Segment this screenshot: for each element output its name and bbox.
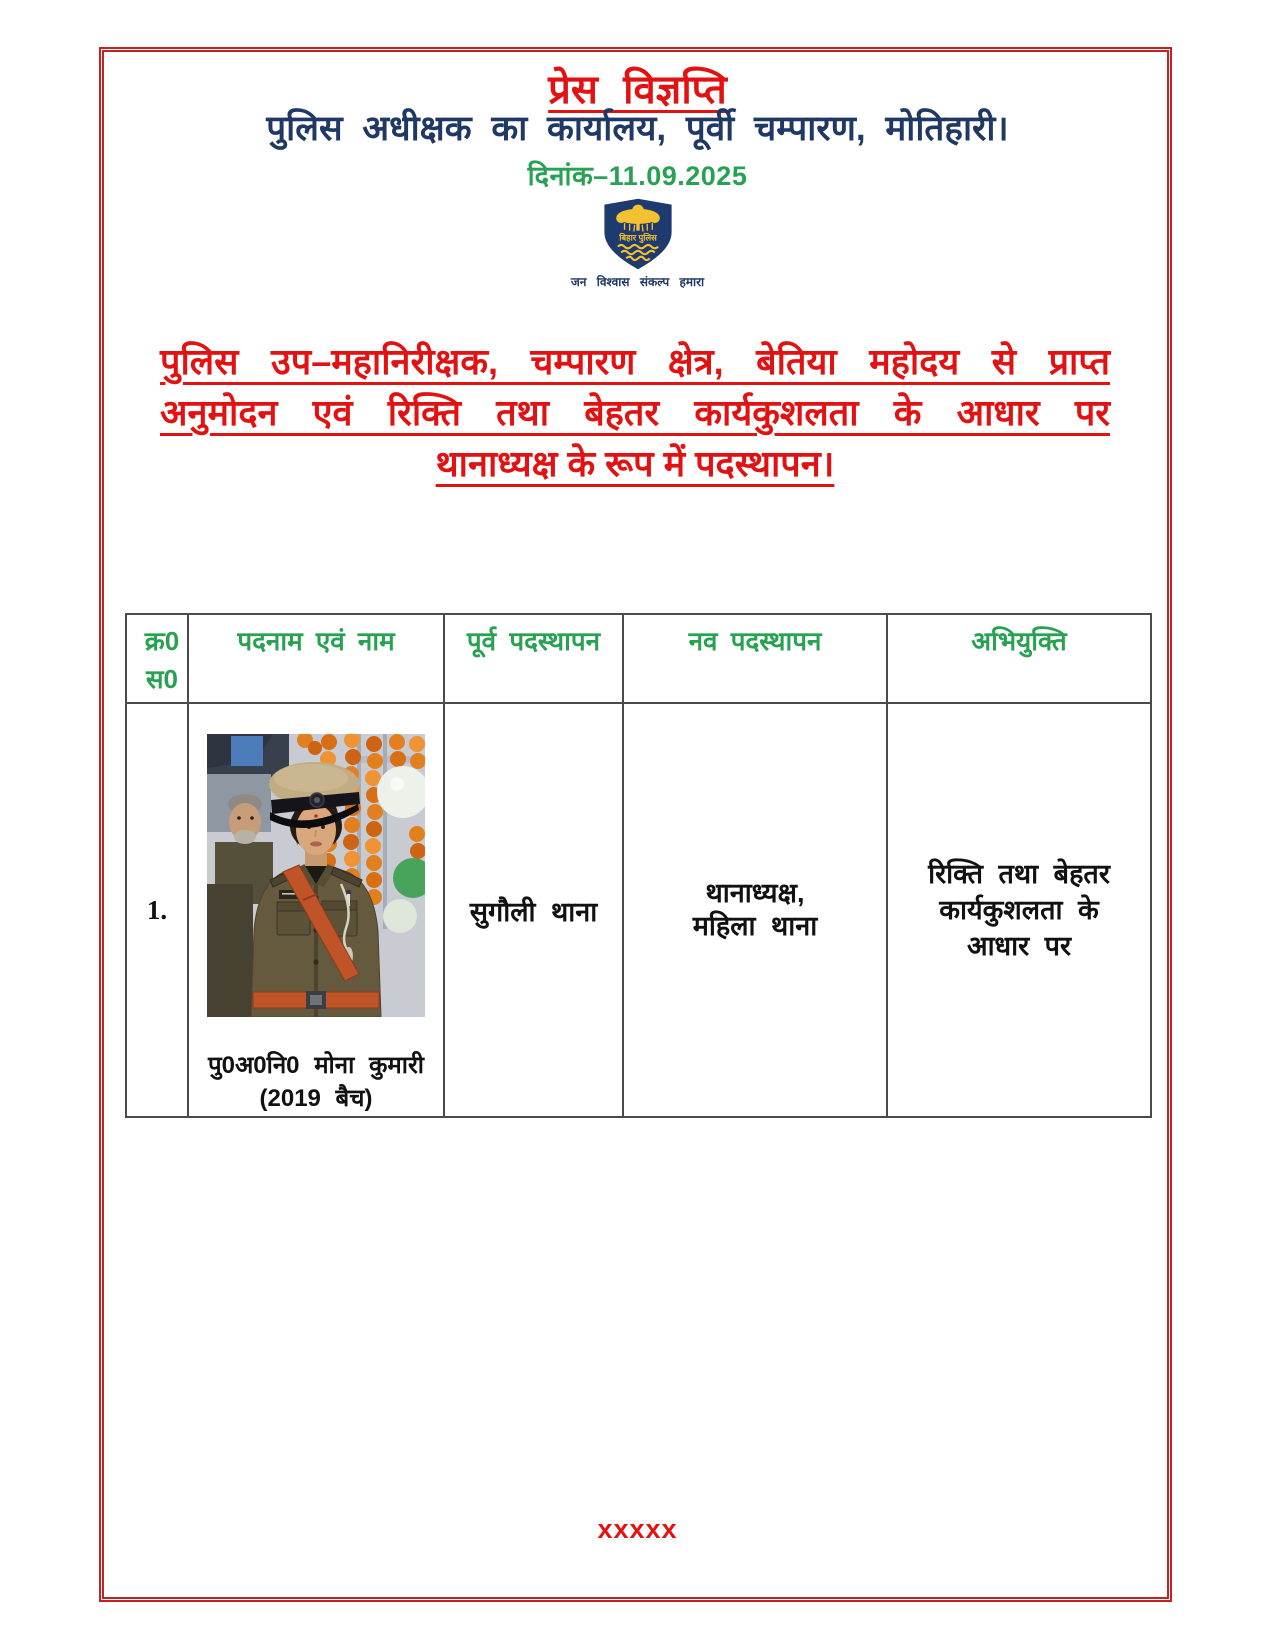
new-posting-line: महिला थाना bbox=[692, 911, 818, 941]
heading-line-1: पुलिस उप–महानिरीक्षक, चम्पारण क्षेत्र, बेतिया महोदय से प्राप्त bbox=[160, 341, 1110, 382]
header-serial: क्र0 स0 bbox=[126, 614, 188, 703]
footer-mark: xxxxx bbox=[597, 1514, 678, 1544]
postings-table bbox=[125, 613, 1152, 1118]
cell-new-posting bbox=[623, 703, 887, 1117]
table-header-row bbox=[126, 614, 1151, 703]
heading-line-3: थानाध्यक्ष के रूप में पदस्थापन। bbox=[435, 443, 835, 484]
heading-line-2: अनुमोदन एवं रिक्ति तथा बेहतर कार्यकुशलता के आधार पर bbox=[160, 392, 1110, 433]
officer-photo bbox=[207, 734, 425, 1017]
header-new-posting: नव पदस्थापन bbox=[623, 614, 887, 703]
cell-designation-name bbox=[188, 703, 444, 1117]
officer-name bbox=[189, 1049, 443, 1115]
office-line: पुलिस अधीक्षक का कार्यालय, पूर्वी चम्पारण, मोतिहारी। bbox=[266, 109, 1009, 148]
bihar-police-logo bbox=[0, 197, 1275, 290]
cell-remark bbox=[887, 703, 1151, 1117]
header-remark: अभियुक्ति bbox=[887, 614, 1151, 703]
document-title: प्रेस विज्ञप्ति bbox=[548, 68, 727, 112]
table-row bbox=[126, 703, 1151, 1117]
police-shield-icon bbox=[596, 197, 680, 271]
remark-line: रिक्ति तथा बेहतर bbox=[928, 859, 1110, 889]
new-posting-line: थानाध्यक्ष, bbox=[705, 878, 805, 908]
svg-text:बिहार पुलिस: बिहार पुलिस bbox=[618, 232, 657, 243]
approval-heading bbox=[160, 336, 1110, 489]
remark-line: आधार पर bbox=[966, 931, 1072, 961]
cell-serial: 1. bbox=[126, 703, 188, 1117]
header-designation-name: पदनाम एवं नाम bbox=[188, 614, 444, 703]
officer-batch-line: (2019 बैच) bbox=[259, 1084, 373, 1112]
logo-motto: जन विश्वास संकल्प हमारा bbox=[570, 275, 705, 289]
officer-name-line: पु0अ0नि0 मोना कुमारी bbox=[207, 1051, 425, 1079]
remark-line: कार्यकुशलता के bbox=[939, 895, 1099, 925]
cell-previous-posting: सुगौली थाना bbox=[444, 703, 623, 1117]
header-previous-posting: पूर्व पदस्थापन bbox=[444, 614, 623, 703]
date-line: दिनांक–11.09.2025 bbox=[527, 161, 748, 191]
